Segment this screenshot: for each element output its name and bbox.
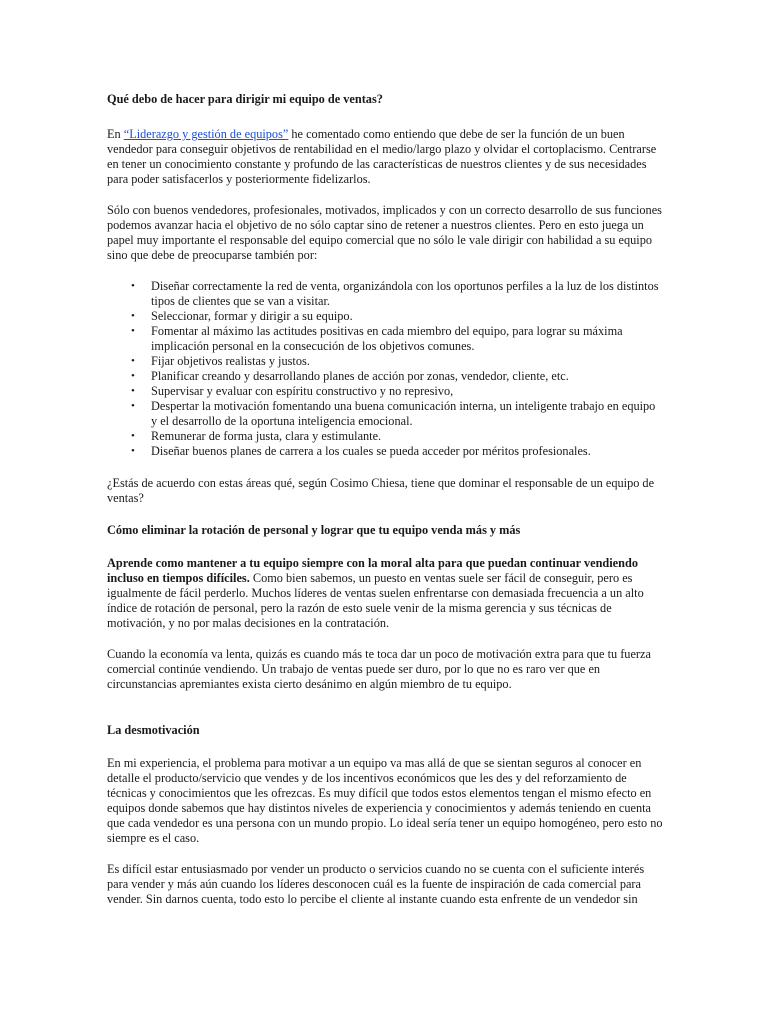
- paragraph-buenos-vendedores: Sólo con buenos vendedores, profesionales, motivados, implicados y con un correcto desarrollo de sus funciones podemos avanzar hacia el objetivo de no sólo captar sino de retener a nuestros clientes. Pero en esto juega un papel muy importante el responsable del equipo comercial que no sólo le vale dirigir con habilidad a su equipo sino que debe de preocuparse también por:: [107, 203, 662, 262]
- paragraph-rest: Como bien sabemos, un puesto en ventas suele ser fácil de conseguir, pero es igualmente de fácil perderlo. Muchos líderes de ventas suelen enfrentarse con demasiada frecuencia a un alto índice de rotación de personal, pero la razón de esto suele venir de la misma gerencia y sus técnicas de motivación, y no por malas decisiones en la contratación.: [107, 571, 644, 630]
- list-item-text: Fomentar al máximo las actitudes positivas en cada miembro del equipo, para lograr su máxima implicación personal en la consecución de los objetivos comunes.: [151, 324, 623, 353]
- list-item: [131, 324, 663, 354]
- paragraph-economia: Cuando la economía va lenta, quizás es cuando más te toca dar un poco de motivación extra para que tu fuerza comercial continúe vendiendo. Un trabajo de ventas puede ser duro, por lo que no es raro ver que en circunstancias apremiantes exista cierto desánimo en algún miembro de tu equipo.: [107, 647, 651, 691]
- list-item: [131, 309, 663, 324]
- list-item: [131, 429, 663, 444]
- bullet-icon: •: [131, 280, 135, 292]
- list-item-text: Planificar creando y desarrollando planes de acción por zonas, vendedor, cliente, etc.: [151, 369, 569, 383]
- bullet-icon: •: [131, 445, 135, 457]
- list-item-text: Fijar objetivos realistas y justos.: [151, 354, 310, 368]
- document-page: [107, 92, 663, 907]
- list-item: [131, 399, 663, 429]
- liderazgo-link[interactable]: “Liderazgo y gestión de equipos”: [123, 127, 289, 141]
- bullet-icon: •: [131, 325, 135, 337]
- list-item-text: Diseñar buenos planes de carrera a los cuales se pueda acceder por méritos profesionales.: [151, 444, 591, 458]
- section-heading-desmotivacion: La desmotivación: [107, 723, 200, 737]
- list-item: [131, 369, 663, 384]
- paragraph-entusiasmado: Es difícil estar entusiasmado por vender un producto o servicios cuando no se cuenta con el suficiente interés para vender y más aún cuando los líderes desconocen cuál es la fuente de inspiración de cada comercial para vender. Sin darnos cuenta, todo esto lo percibe el cliente al instante cuando esta enfrente de un vendedor sin: [107, 862, 645, 906]
- paragraph-moral-alta: [107, 556, 663, 631]
- bullet-icon: •: [131, 400, 135, 412]
- list-item-text: Diseñar correctamente la red de venta, organizándola con los oportunos perfiles a la luz de los distintos tipos de clientes que se van a visitar.: [151, 279, 659, 308]
- section-heading-dirigir-equipo: Qué debo de hacer para dirigir mi equipo de ventas?: [107, 92, 383, 106]
- list-item-text: Seleccionar, formar y dirigir a su equipo.: [151, 309, 353, 323]
- list-item-text: Remunerar de forma justa, clara y estimulante.: [151, 429, 382, 443]
- list-item: [131, 384, 663, 399]
- responsibilities-list: [107, 279, 663, 459]
- bullet-icon: •: [131, 355, 135, 367]
- paragraph-liderazgo: [107, 127, 663, 187]
- paragraph-bold-lead: Aprende como mantener a tu equipo siempre con la moral alta para que puedan continuar vendiendo incluso en tiempos difíciles.: [107, 556, 638, 585]
- paragraph-question: ¿Estás de acuerdo con estas áreas qué, según Cosimo Chiesa, tiene que dominar el responsable de un equipo de ventas?: [107, 476, 655, 505]
- list-item: [131, 444, 663, 459]
- paragraph-rest: he comentado como entiendo que debe de ser la función de un buen vendedor para conseguir objetivos de rentabilidad en el medio/largo plazo y olvidar el cortoplacismo. Centrarse en tener un conocimiento constante y profundo de las características de nuestros clientes y de sus necesidades para poder satisfacerlos y posteriormente fidelizarlos.: [107, 127, 657, 186]
- section-heading-rotacion: Cómo eliminar la rotación de personal y lograr que tu equipo venda más y más: [107, 523, 521, 537]
- list-item: [131, 279, 663, 309]
- list-item: [131, 354, 663, 369]
- paragraph-prefix: En: [107, 127, 124, 141]
- bullet-icon: •: [131, 430, 135, 442]
- bullet-icon: •: [131, 370, 135, 382]
- list-item-text: Supervisar y evaluar con espíritu constructivo y no represivo,: [151, 384, 454, 398]
- paragraph-experiencia: En mi experiencia, el problema para motivar a un equipo va mas allá de que se sientan seguros al conocer en detalle el producto/servicio que vendes y de los incentivos económicos que les des y del reforzamiento de técnicas y conocimientos que les ofrezcas. Es muy difícil que todos estos elementos tengan el mismo efecto en equipos donde sabemos que hay distintos niveles de experiencia y conocimientos y además teniendo en cuenta que cada vendedor es una persona con un mundo propio. Lo ideal sería tener un equipo homogéneo, pero esto no siempre es el caso.: [107, 756, 663, 845]
- bullet-icon: •: [131, 385, 135, 397]
- bullet-icon: •: [131, 310, 135, 322]
- list-item-text: Despertar la motivación fomentando una buena comunicación interna, un inteligente trabajo en equipo y el desarrollo de la oportuna inteligencia emocional.: [151, 399, 656, 428]
